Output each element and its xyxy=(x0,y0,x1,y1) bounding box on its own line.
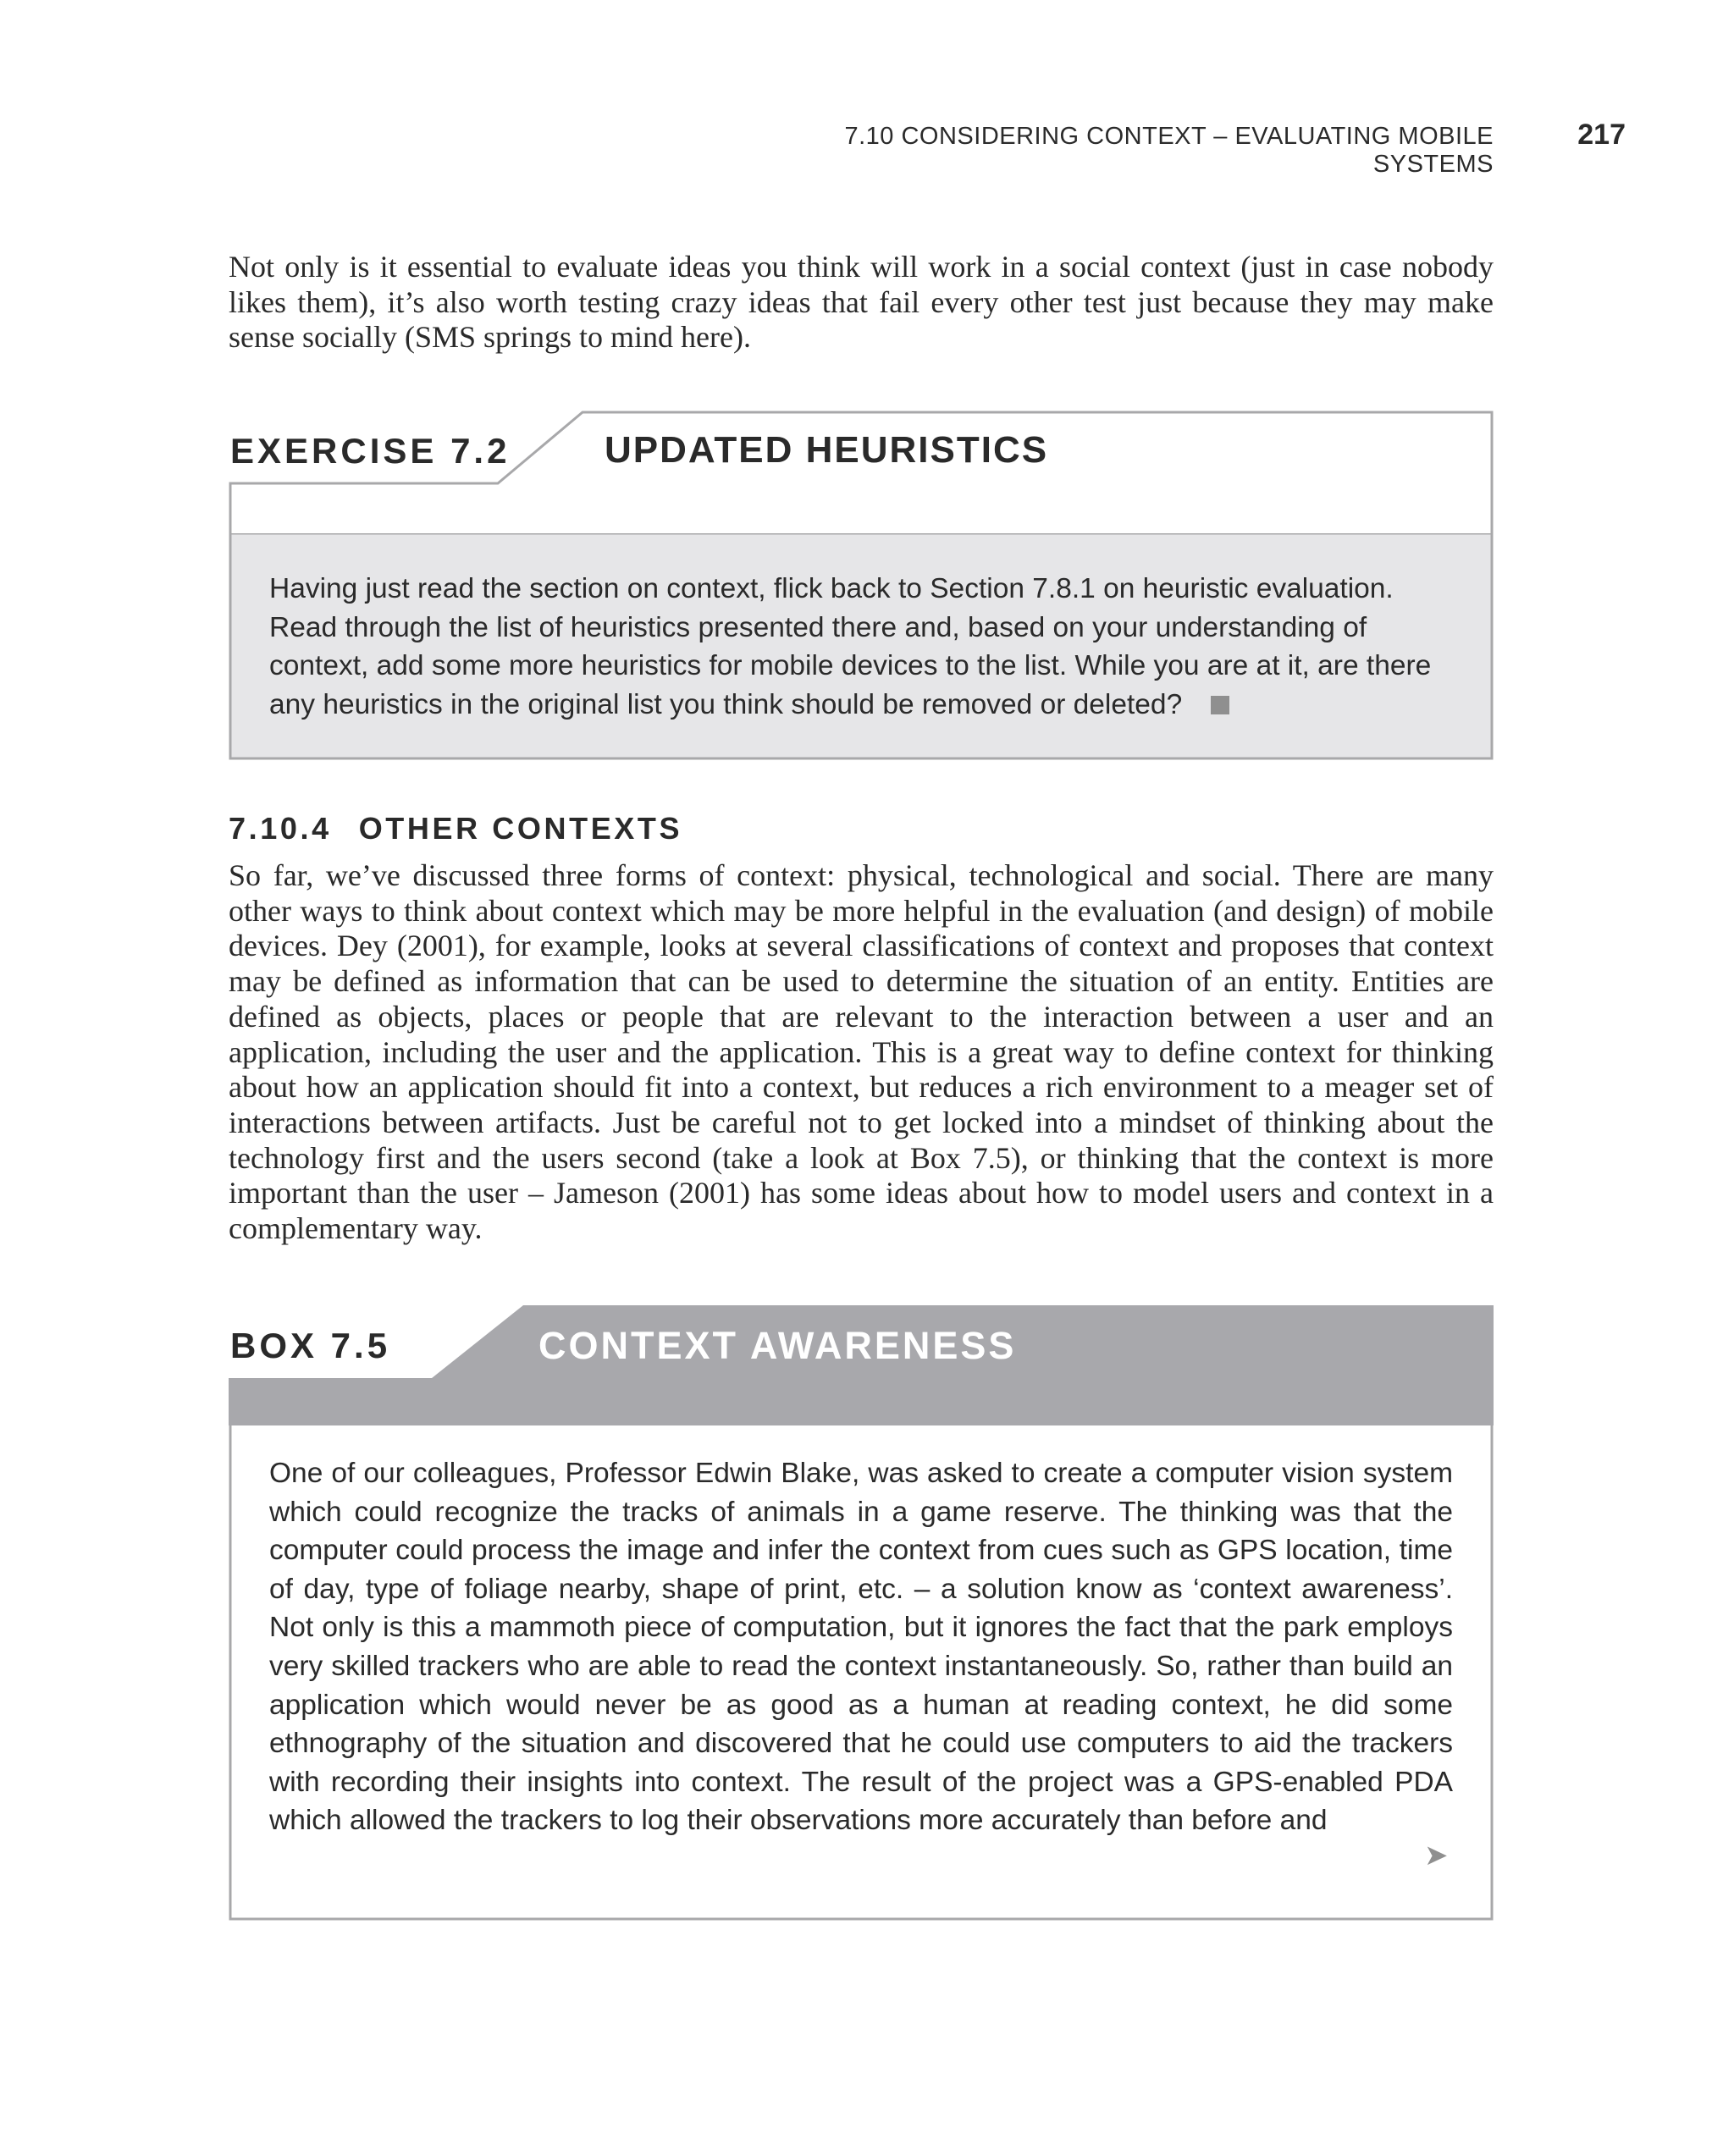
continue-arrow-icon: ➤ xyxy=(1424,1839,1449,1872)
exercise-body xyxy=(269,570,1453,725)
box-body: One of our colleagues, Professor Edwin Blake, was asked to create a computer vision system which could recognize the tracks of animals in a game reserve. The thinking was that the computer could process the image and infer the context from cues such as GPS location, time of day, type of foliage nearby, shape of print, etc. – a solution know as ‘context awareness’. Not only is this a mammoth piece of computation, but it ignores the fact that the park employs very skilled trackers who are able to read the context instantaneously. So, rather than build an application which would never be as good as a human at reading context, he did some ethnography of the situation and discovered that he could use computers to aid the trackers with recording their insights into context. The result of the project was a GPS-enabled PDA which allowed the trackers to log their observations more accurately than before and xyxy=(269,1458,1453,1837)
context-awareness-box xyxy=(229,1305,1494,1921)
page-number: 217 xyxy=(1577,119,1626,151)
exercise-text: Having just read the section on context, flick back to Section 7.8.1 on heuristic evaluation. Read through the list of heuristics presented there and, based on your understanding of context, add some more heuristics for mobile devices to the list. While you are at it, are there any heuristics in the original list you think should be removed or deleted? xyxy=(269,573,1432,721)
exercise-box xyxy=(229,411,1494,760)
section-number: 7.10.4 xyxy=(229,811,332,846)
intro-paragraph: Not only is it essential to evaluate ideas you think will work in a social context (just in case nobody likes them), it’s also worth testing crazy ideas that fail every other test just because they may make sense socially (SMS springs to mind here). xyxy=(229,250,1494,355)
section-paragraph: So far, we’ve discussed three forms of context: physical, technological and social. There are many other ways to think about context which may be more helpful in the evaluation (and design) of mobile devices. Dey (2001), for example, looks at several classifications of context and proposes that context may be defined as information that can be used to determine the situation of an entity. Entities are defined as objects, places or people that are relevant to the interaction between a user and an application, including the user and the application. This is a great way to define context for thinking about how an application should fit into a context, but reduces a rich environment to a meager set of interactions between artifacts. Just be careful not to get locked into a mindset of thinking about the technology first and the users second (take a look at Box 7.5), or thinking that the context is more important than the user – Jameson (2001) has some ideas about how to model users and context in a complementary way. xyxy=(229,858,1494,1246)
section-heading xyxy=(229,811,682,846)
box-title: CONTEXT AWARENESS xyxy=(538,1324,1017,1367)
end-of-exercise-square-icon xyxy=(1211,696,1229,714)
box-label: BOX 7.5 xyxy=(230,1326,391,1365)
exercise-title: UPDATED HEURISTICS xyxy=(605,429,1049,471)
running-head: 7.10 CONSIDERING CONTEXT – EVALUATING MOBILE SYSTEMS xyxy=(844,123,1494,178)
section-title: OTHER CONTEXTS xyxy=(358,811,683,846)
exercise-label: EXERCISE 7.2 xyxy=(230,431,511,471)
